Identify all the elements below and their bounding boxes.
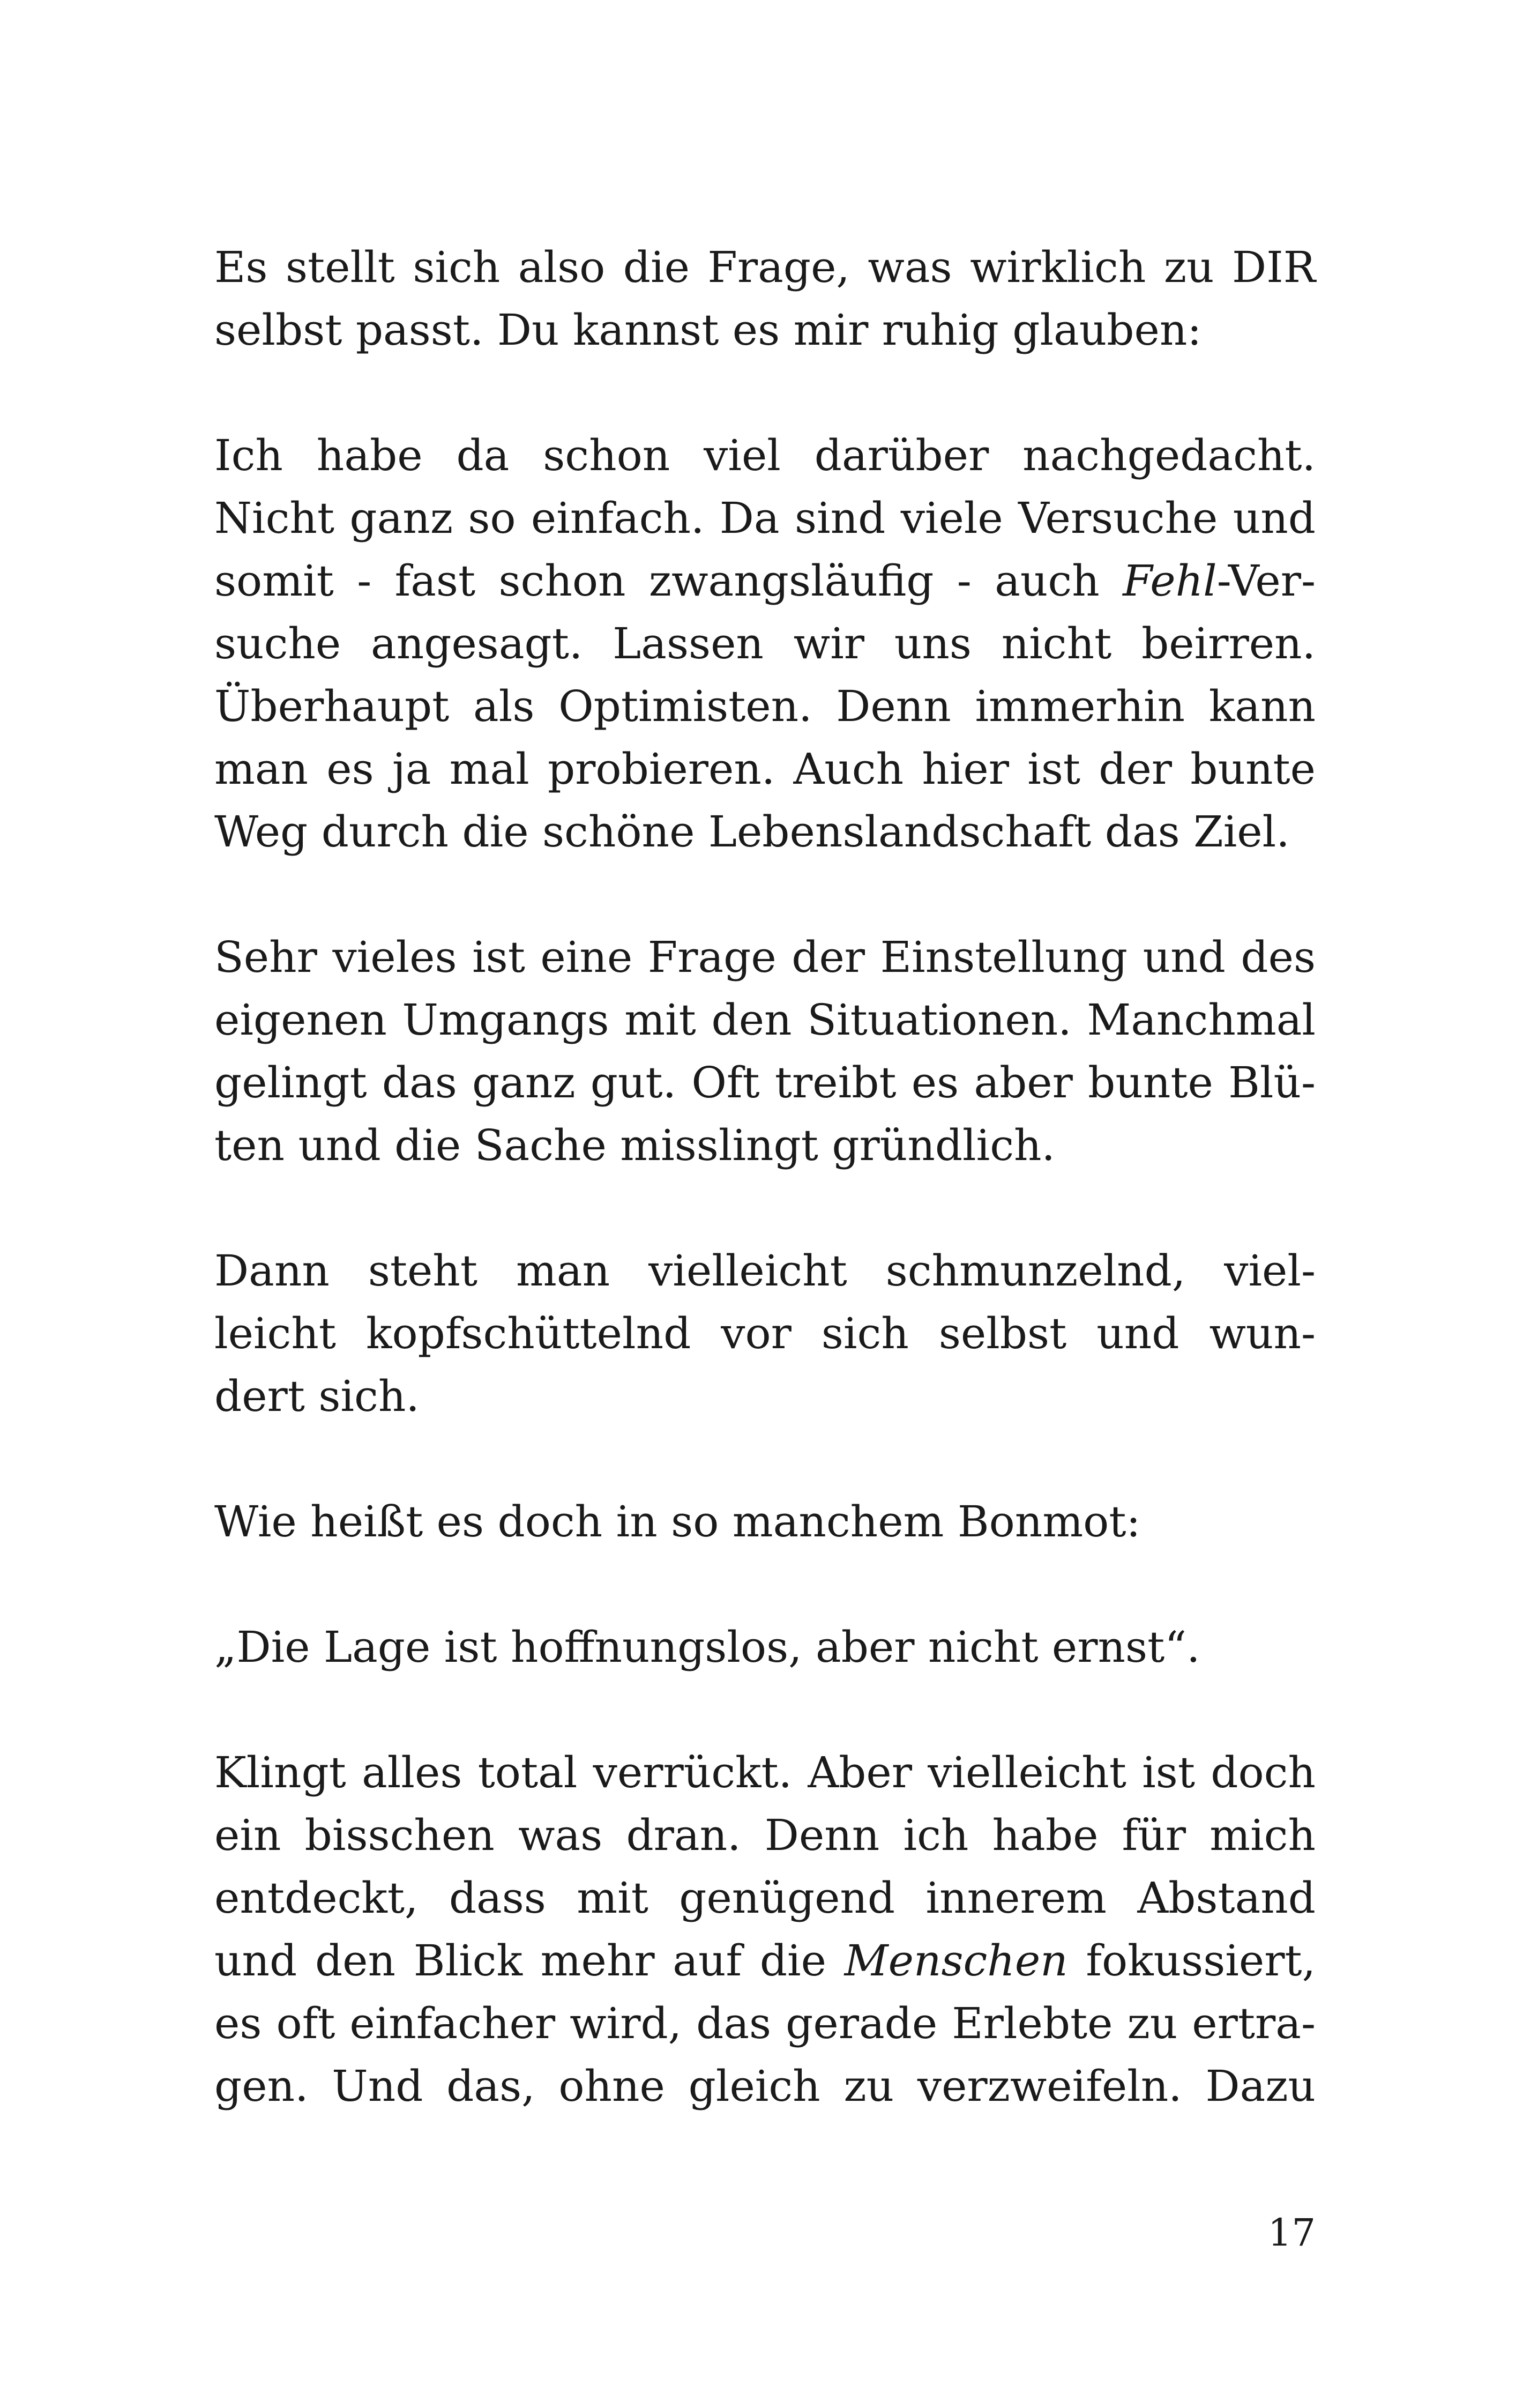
text-line: leicht kopfschüttelnd vor sich selbst und wun- xyxy=(214,1309,1316,1358)
text-line: suche angesagt. Lassen wir uns nicht beirren. xyxy=(214,619,1316,668)
text-line: somit - fast schon zwangsläufig - auch Fehl-Ver- xyxy=(214,556,1316,606)
paragraph-gap xyxy=(214,1553,1316,1616)
text-line: ein bisschen was dran. Denn ich habe für mich xyxy=(214,1810,1316,1860)
page-number: 17 xyxy=(1267,2211,1316,2255)
text-line: gen. Und das, ohne gleich zu verzweifeln. Dazu xyxy=(214,2061,1316,2111)
text-line: es oft einfacher wird, das gerade Erlebte zu ertra- xyxy=(214,1998,1316,2048)
text-line: eigenen Umgangs mit den Situationen. Manchmal xyxy=(214,995,1316,1045)
text-line: und den Blick mehr auf die Menschen fokussiert, xyxy=(214,1936,1316,1986)
paragraph-gap xyxy=(214,1678,1316,1741)
paragraph xyxy=(214,1616,1316,1678)
emphasized-word: Fehl xyxy=(1123,556,1217,606)
text-line: Dann steht man vielleicht schmunzelnd, viel- xyxy=(214,1246,1316,1296)
text-line: entdeckt, dass mit genügend innerem Abstand xyxy=(214,1873,1316,1923)
paragraph xyxy=(214,1239,1316,1428)
paragraph-gap xyxy=(214,1428,1316,1490)
text-line: dert sich. xyxy=(214,1371,420,1421)
paragraph xyxy=(214,1490,1316,1553)
paragraph xyxy=(214,424,1316,863)
paragraph-gap xyxy=(214,863,1316,926)
text-line: Überhaupt als Optimisten. Denn immerhin kann xyxy=(214,681,1316,731)
text-line: ten und die Sache misslingt gründlich. xyxy=(214,1120,1055,1170)
text-line: Es stellt sich also die Frage, was wirklich zu DIR xyxy=(214,242,1316,292)
paragraph xyxy=(214,926,1316,1177)
body-text xyxy=(214,236,1316,2117)
paragraph-gap xyxy=(214,361,1316,424)
paragraph xyxy=(214,236,1316,361)
text-line: Weg durch die schöne Lebenslandschaft das Ziel. xyxy=(214,807,1290,857)
text-line: Nicht ganz so einfach. Da sind viele Versuche und xyxy=(214,493,1316,543)
text-line: „Die Lage ist hoffnungslos, aber nicht ernst“. xyxy=(214,1622,1200,1672)
text-line: man es ja mal probieren. Auch hier ist der bunte xyxy=(214,744,1316,794)
text-line: Sehr vieles ist eine Frage der Einstellung und des xyxy=(214,932,1316,982)
text-line: Klingt alles total verrückt. Aber vielleicht ist doch xyxy=(214,1748,1316,1797)
text-line: selbst passt. Du kannst es mir ruhig glauben: xyxy=(214,305,1202,355)
paragraph xyxy=(214,1741,1316,2117)
text-line: Ich habe da schon viel darüber nachgedacht. xyxy=(214,430,1316,480)
paragraph-gap xyxy=(214,1177,1316,1239)
emphasized-word: Menschen xyxy=(844,1936,1068,1986)
text-line: Wie heißt es doch in so manchem Bonmot: xyxy=(214,1497,1141,1547)
text-line: gelingt das ganz gut. Oft treibt es aber bunte Blü- xyxy=(214,1058,1316,1108)
